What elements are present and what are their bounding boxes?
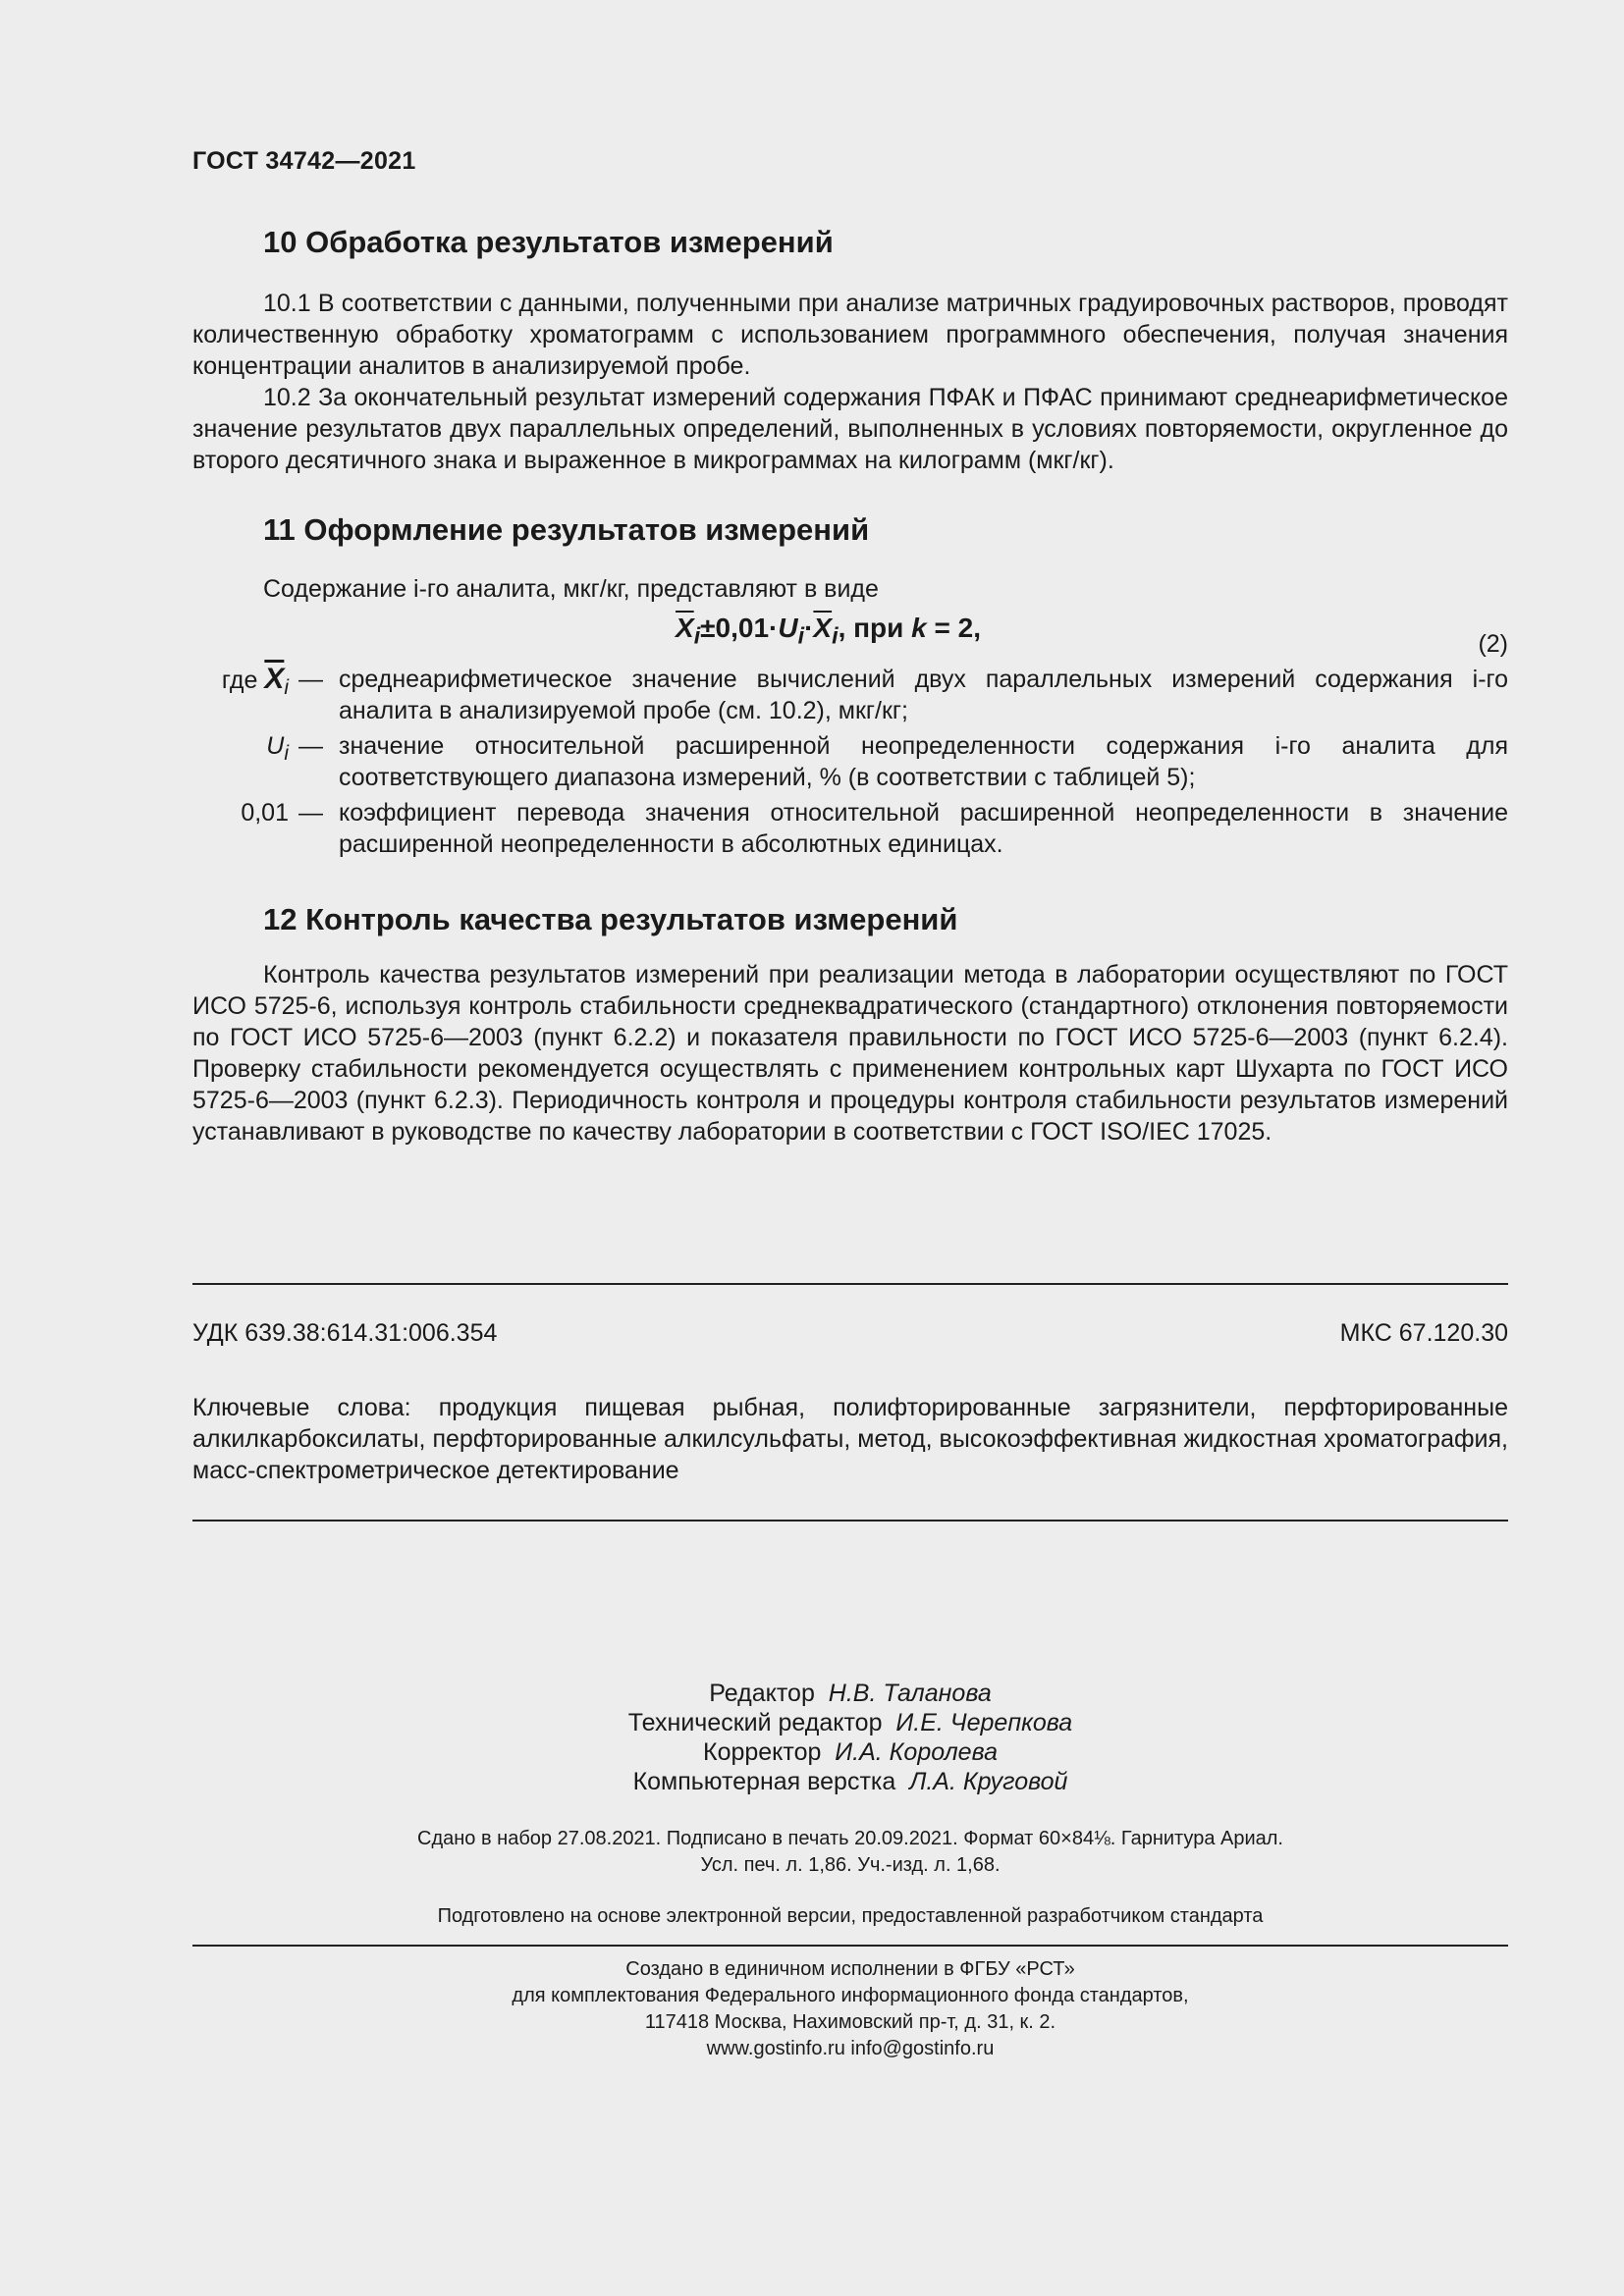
divider-imprint — [192, 1945, 1508, 1947]
section-12-paragraph-1: Контроль качества результатов измерений при реализации метода в лаборатории осуществляют по ГОСТ ИСО 5725-6, используя контроль стабильности среднеквадратического (стандартного) отклонения повторяемости по ГОСТ ИСО 5725-6—2003 (пункт 6.2.2) и показателя правильности по ГОСТ ИСО 5725-6—2003 (пункт 6.2.4). Проверку стабильности рекомендуется осуществлять с применением контрольных карт Шухарта по ГОСТ ИСО 5725-6—2003 (пункт 6.2.3). Периодичность контроля и процедуры контроля стабильности результатов измерений устанавливают в руководстве по качеству лаборатории в соответствии с ГОСТ ISO/IEC 17025. — [192, 961, 1508, 1146]
udk-code: УДК 639.38:614.31:006.354 — [192, 1319, 498, 1347]
credits-block — [192, 1679, 1508, 1796]
keywords: Ключевые слова: продукция пищевая рыбная, полифторированные загрязнители, перфторированные алкилкарбоксилаты, перфторированные алкилсульфаты, метод, высокоэффективная жидкостная хроматография, масс-спектрометрическое детектирование — [192, 1394, 1508, 1484]
prepared-note: Подготовлено на основе электронной версии, предоставленной разработчиком стандарта — [437, 1905, 1264, 1927]
mks-code: МКС 67.120.30 — [1339, 1319, 1508, 1347]
section-12-title: 12 Контроль качества результатов измерений — [263, 902, 958, 936]
section-10-title: 10 Обработка результатов измерений — [263, 225, 834, 259]
equation-number: (2) — [1478, 630, 1508, 658]
section-10-paragraph-1: 10.1 В соответствии с данными, полученными при анализе матричных градуировочных растворов, проводят количественную обработку хроматограмм с использованием программного обеспечения, получая значения концентрации аналитов в анализируемой пробе. — [192, 290, 1508, 380]
where-definition-mean: среднеарифметическое значение вычислений двух параллельных измерений содержания i-го аналита в анализируемой пробе (см. 10.2), мкг/кг; — [339, 666, 1508, 724]
credit-editor: Редактор Н.В. Таланова — [709, 1680, 992, 1707]
where-definition-coefficient: коэффициент перевода значения относительной расширенной неопределенности в значение расширенной неопределенности в абсолютных единицах. — [339, 799, 1508, 858]
formula-mean-symbol: $\overline{X}$ — [676, 613, 694, 643]
publisher-line-1: Создано в единичном исполнении в ФГБУ «РСТ» — [625, 1958, 1075, 1980]
imprint-line-2: Усл. печ. л. 1,86. Уч.-изд. л. 1,68. — [700, 1854, 1001, 1876]
credit-proofreader: Корректор И.А. Королева — [703, 1738, 998, 1766]
document-page: ГОСТ 34742—2021 10 Обработка результатов измерений 10.1 В соответствии с данными, полученными при анализе матричных градуировочных растворов, проводят количественную обработку хроматограмм с использованием программного обеспечения, получая значения концентрации аналитов в анализируемой пробе. 10.2 За окончательный результат измерений содержания ПФАК и ПФАС принимают среднеарифметическое значение результатов двух параллельных определений, выполненных в условиях повторяемости, округленное до второго десятичного знака и выраженное в микрограммах на килограмм (мкг/кг). 11 Оформление результатов измерений Содержание i-го аналита, мкг/кг, представляют в виде $\overline{X}_i\pm 0,01\cdot U_i\cdot\overline{X}_i$, при k = 2, (2) где $\overline{X}_i$ — среднеарифметическое значение вычислений двух параллельных измерений содержания i-го аналита в анализируемой пробе (см. 10.2), мкг/кг; $U_i$ — значение относительной расширенной неопределенности содержания i-го аналита для соответствующего диапазона измерений, % (в соответствии с таблицей 5); 0,01 — коэффициент перевода значения относительной расширенной неопределенности в значение расширенной неопределенности в абсолютных единицах. 12 Контроль качества результатов измерений Контроль качества результатов измерений при реализации метода в лаборатории осуществляют по ГОСТ ИСО 5725-6, используя контроль стабильности среднеквадратического (стандартного) отклонения повторяемости по ГОСТ ИСО 5725-6—2003 (пункт 6.2.2) и показателя правильности по ГОСТ ИСО 5725-6—2003 (пункт 6.2.4). Проверку стабильности рекомендуется осуществлять с применением контрольных карт Шухарта по ГОСТ ИСО 5725-6—2003 (пункт 6.2.3). Периодичность контроля и процедуры контроля стабильности результатов измерений устанавливают в руководстве по качеству лаборатории в соответствии с ГОСТ ISO/IEC 17025. УДК 639.38:614.31:006.354 МКС 67.120.30 Ключевые слова: продукция пищевая рыбная, полифторированные загрязнители, перфторированные алкилкарбоксилаты, перфторированные алкилсульфаты, метод, высокоэффективная жидкостная хроматография, масс-спектрометрическое детектирование Редактор Н.В. Таланова Технический редактор И.Е. Черепкова Корректор И.А. Королева Компьютерная верстка Л.А. Круговой Сдано в набор 27.08.2021. Подписано в печать 20.09.2021. Формат 60×84⅛. Гарнитура Ариал. Усл. печ. л. 1,86. Уч.-изд. л. 1,68. Подготовлено на основе электронной версии, предоставленной разработчиком стандарта Создано в единичном исполнении в ФГБУ «РСТ» для комплектования Федерального информационного фонда стандартов, 117418 Москва, Нахимовский пр-т, д. 31, к. 2. www.gostinfo.ru info@gostinfo.ru — [192, 0, 1508, 2296]
where-definition-uncertainty: значение относительной расширенной неопределенности содержания i-го аналита для соответствующего диапазона измерений, % (в соответствии с таблицей 5); — [339, 732, 1508, 791]
publisher-line-3: 117418 Москва, Нахимовский пр-т, д. 31, к. 2. — [644, 2011, 1056, 2033]
credit-tech-editor: Технический редактор И.Е. Черепкова — [627, 1709, 1073, 1736]
section-10-paragraph-2: 10.2 За окончательный результат измерений содержания ПФАК и ПФАС принимают среднеарифметическое значение результатов двух параллельных определений, выполненных в условиях повторяемости, округленное до второго десятичного знака и выраженное в микрограммах на килограмм (мкг/кг). — [192, 384, 1508, 474]
formula-2: $\overline{X}_i\pm 0,01\cdot U_i\cdot\overline{X}_i$, при k = 2, — [676, 613, 981, 649]
standard-code: ГОСТ 34742—2021 — [192, 147, 416, 175]
publisher-line-2: для комплектования Федерального информационного фонда стандартов, — [512, 1985, 1189, 2006]
section-11-intro: Содержание i-го аналита, мкг/кг, представляют в виде — [263, 575, 879, 603]
section-11-title: 11 Оформление результатов измерений — [263, 512, 870, 547]
imprint-line-1: Сдано в набор 27.08.2021. Подписано в печать 20.09.2021. Формат 60×84⅛. Гарнитура Ариал. — [417, 1828, 1283, 1849]
credit-layout: Компьютерная верстка Л.А. Круговой — [632, 1768, 1068, 1795]
divider-bottom — [192, 1520, 1508, 1522]
publisher-websites: www.gostinfo.ru info@gostinfo.ru — [706, 2038, 995, 2059]
divider-top — [192, 1283, 1508, 1285]
